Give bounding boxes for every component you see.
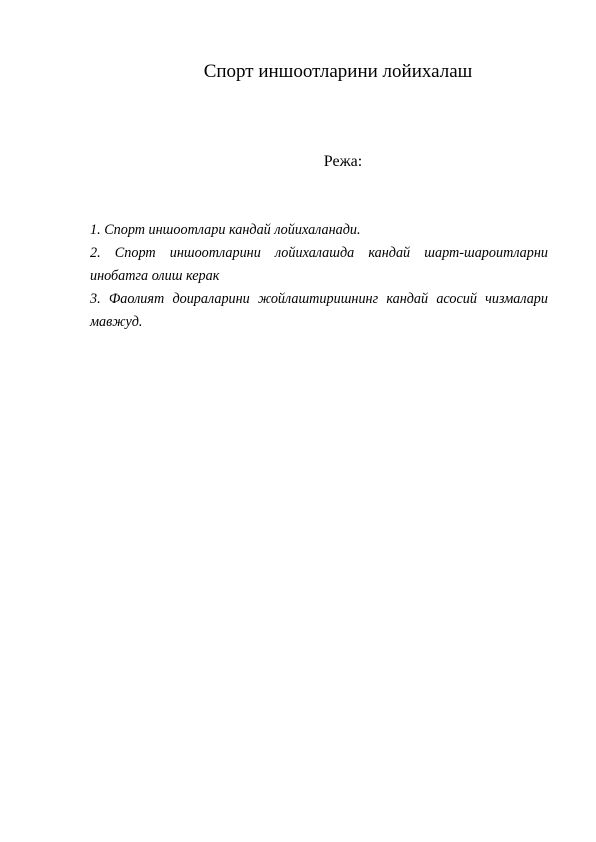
document-title: Спорт иншоотларини лойихалаш xyxy=(203,61,473,82)
plan-heading: Режа: xyxy=(323,153,363,170)
plan-item-2 xyxy=(90,242,548,288)
plan-item-text: Фаолият доираларини жойлаштиришнинг кандай асосий чизмалари мавжуд. xyxy=(90,291,548,330)
plan-item-number: 3. xyxy=(90,291,101,307)
plan-item-text: Спорт иншоотларини лойихалашда кандай шарт-шароитларни инобатга олиш керак xyxy=(90,245,548,284)
plan-item-1 xyxy=(90,219,548,242)
plan-list xyxy=(90,219,548,334)
plan-item-text: Спорт иншоотлари кандай лойихаланади. xyxy=(104,222,361,238)
plan-item-number: 2. xyxy=(90,245,101,261)
plan-item-number: 1. xyxy=(90,222,101,238)
plan-item-3 xyxy=(90,288,548,334)
